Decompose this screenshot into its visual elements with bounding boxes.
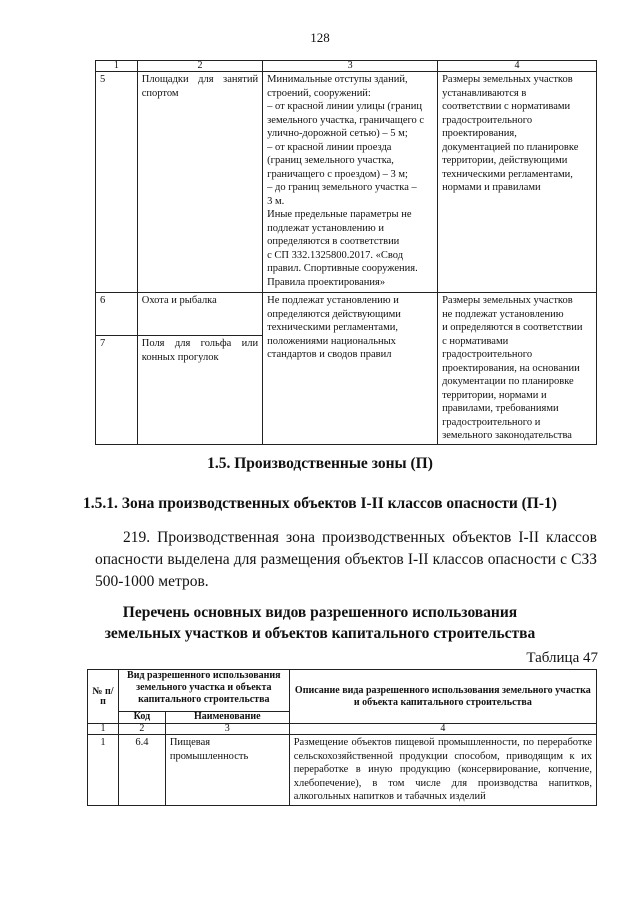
params-line: граничащего с проездом) – 3 м; [267,168,408,180]
merged-params-cell [263,293,438,445]
sizes-line: Размеры земельных участков [442,74,573,85]
col-header-4: 4 [438,61,597,72]
sizes-line: документацией по планировке [442,141,579,153]
table-header-row [88,670,597,712]
table-header-row [96,61,597,72]
column-number-row [88,724,597,735]
sizes-line: правилами, требованиями [442,403,559,414]
params-line: (границ земельного участка, [267,155,394,166]
sizes-line: земельного законодательства [442,430,572,441]
params-line: правил. Спортивные сооружения. [267,263,418,274]
params-line: – до границ земельного участка – [267,182,417,193]
table-47 [87,669,597,806]
sizes-line: нормами и правилами [442,182,541,193]
row-number: 5 [96,72,138,293]
sizes-line: проектирования, на основании [442,362,580,374]
sizes-line: техническими регламентами, [442,168,573,180]
sizes-line: территории, нормами и [442,389,547,401]
use-name: Поля для гольфа или конных прогулок [137,336,262,444]
params-line: определяются в соответствии [267,236,400,247]
table-row [96,293,597,336]
sizes-line: документации по планировке [442,376,574,387]
col-number: 4 [289,724,596,735]
col-header-1: 1 [96,61,138,72]
col-header-2: 2 [137,61,262,72]
params-line: улично-дорожной сетью) – 5 м; [267,128,408,139]
header-name: Наименование [165,712,289,724]
sizes-line: устанавливаются в [442,87,527,99]
col-number: 3 [165,724,289,735]
params-line: 3 м. [267,195,285,207]
list-heading [0,602,640,644]
row-name: Пищевая промышленность [165,735,289,806]
params-line: с СП 332.1325800.2017. «Свод [267,249,404,261]
row-number: 6 [96,293,138,336]
col-header-3: 3 [263,61,438,72]
zone-table-continuation [95,60,597,445]
header-code: Код [118,712,165,724]
header-description: Описание вида разрешенного использования земельного участка и объекта капитального строительства [289,670,596,724]
params-line: Иные предельные параметры не [267,209,412,220]
sizes-line: градостроительного [442,114,533,126]
paragraph-219 [95,527,597,593]
params-line: Минимальные отступы зданий, [267,74,408,85]
sizes-line: Размеры земельных участков [442,295,573,306]
list-heading-line: земельных участков и объектов капитального строительства [104,625,536,642]
sizes-line: градостроительного [442,349,533,360]
header-num: № п/п [88,670,119,724]
table-row [88,735,597,806]
params-line: – от красной линии улицы (границ [267,101,422,112]
header-kind: Вид разрешенного использования земельного участка и объекта капитального строительства [118,670,289,712]
params-line: техническими регламентами, [267,322,398,333]
paragraph-text: 219. Производственная зона производственных объектов I-II классов опасности выделена для размещения объектов I-II классов опасности с СЗЗ 500-1000 метров. [95,529,597,590]
sizes-line: проектирования, [442,128,517,139]
row-description: Размещение объектов пищевой промышленности, по переработке сельскохозяйственной продукции способом, приводящим к их переработке в иную продукцию (консервирование, копчение, хлебопечение), в том числе для производства напитков, алкогольных напитков и табачных изделий [289,735,596,806]
params-line: земельного участка, граничащего с [267,114,425,126]
params-line: стандартов и сводов правил [267,349,392,360]
merged-sizes-cell [438,293,597,445]
use-name: Охота и рыбалка [137,293,262,336]
page-number: 128 [310,30,330,45]
sizes-line: градостроительного и [442,416,541,428]
params-line: подлежат установлению и [267,222,385,234]
col-number: 1 [88,724,119,735]
params-line: положениями национальных [267,335,396,347]
params-line: строений, сооружений: [267,87,371,99]
row-number: 7 [96,336,138,444]
use-name: Площадки для занятий спортом [137,72,262,293]
params-line: – от красной линии проезда [267,141,392,153]
params-cell [263,72,438,293]
sizes-line: не подлежат установлению [442,308,564,320]
sizes-line: территории, действующими [442,155,568,166]
row-code: 6.4 [118,735,165,806]
params-line: определяются действующими [267,308,401,320]
params-line: Правила проектирования» [267,276,386,288]
section-heading: 1.5. Производственные зоны (П) [207,455,433,472]
params-line: Не подлежат установлению и [267,295,399,306]
sizes-cell [438,72,597,293]
table-row [96,72,597,293]
col-number: 2 [118,724,165,735]
sizes-line: с нормативами [442,335,509,347]
sizes-line: и определяются в соответствии [442,322,583,333]
table-caption: Таблица 47 [526,650,598,666]
sizes-line: соответствии с нормативами [442,101,571,112]
list-heading-line: Перечень основных видов разрешенного использования [122,604,518,621]
subsection-heading: 1.5.1. Зона производственных объектов I-II классов опасности (П-1) [83,495,557,512]
row-number: 1 [88,735,119,806]
